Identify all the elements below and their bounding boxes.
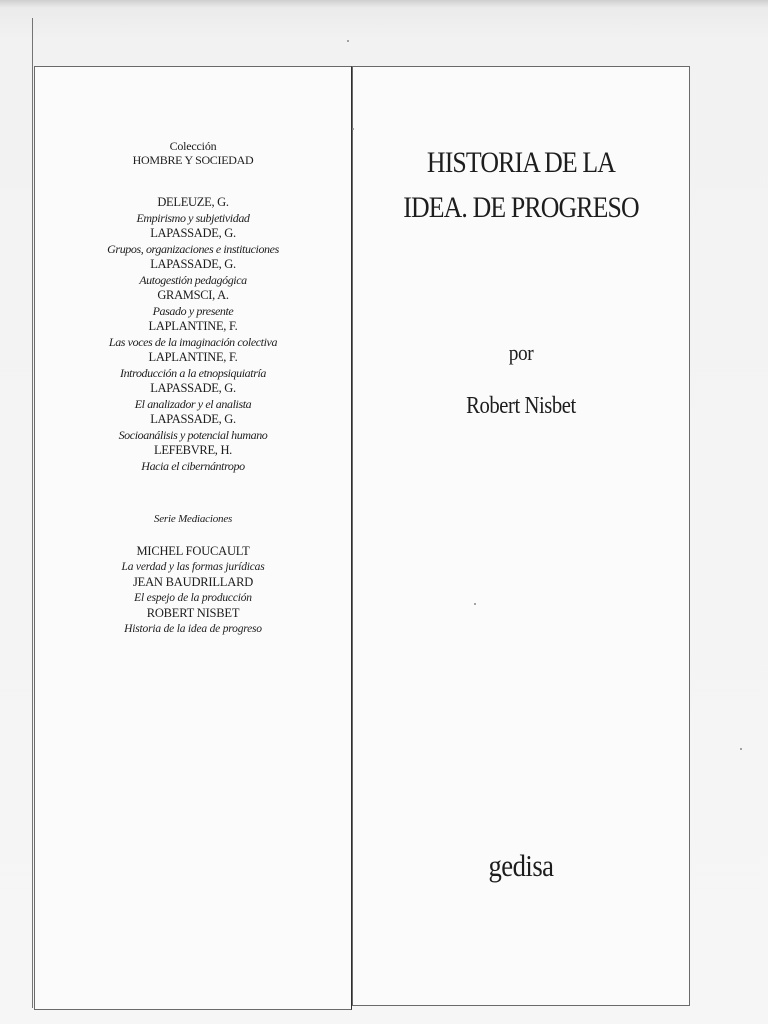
catalog-title: Hacia el cibernántropo (141, 458, 245, 473)
scan-speck (352, 128, 354, 130)
catalog-author: LAPASSADE, G. (150, 226, 236, 240)
scan-speck (474, 603, 476, 605)
catalog-title: Pasado y presente (152, 303, 234, 318)
collection-list (34, 140, 352, 637)
page-fold-line (32, 18, 33, 1008)
scan-speck (740, 748, 742, 750)
collection-name: HOMBRE Y SOCIEDAD (132, 153, 254, 167)
catalog-title: Introducción a la etnopsiquiatría (119, 365, 266, 380)
series-work-title: El espejo de la producción (134, 591, 252, 604)
catalog-list (34, 195, 352, 474)
catalog-title: Empirismo y subjetividad (136, 210, 250, 225)
book-author: Robert Nisbet (466, 393, 576, 419)
scanner-top-edge (0, 0, 768, 8)
catalog-title: Grupos, organizaciones e instituciones (107, 241, 279, 256)
catalog-author: DELEUZE, G. (157, 195, 229, 209)
book-title-line-2: IDEA. DE PROGRESO (403, 191, 639, 224)
catalog-author: LEFEBVRE, H. (154, 443, 232, 457)
publisher-name: gedisa (488, 848, 554, 883)
catalog-author: LAPASSADE, G. (150, 257, 236, 271)
catalog-author: LAPLANTINE, F. (148, 319, 238, 333)
scan-speck (347, 40, 349, 42)
catalog-title: Las voces de la imaginación colectiva (108, 334, 278, 349)
catalog-title: Autogestión pedagógica (139, 272, 247, 287)
series-title: Serie Mediaciones (153, 513, 233, 525)
collection-label: Colección (169, 139, 217, 153)
catalog-author: LAPLANTINE, F. (148, 350, 238, 364)
catalog-author: GRAMSCI, A. (157, 288, 229, 302)
catalog-author: LAPASSADE, G. (150, 412, 236, 426)
by-label: por (508, 340, 534, 365)
series-author: ROBERT NISBET (146, 606, 240, 620)
book-title-line-1: HISTORIA DE LA (426, 146, 616, 179)
series-work-title: Historia de la idea de progreso (124, 622, 262, 635)
catalog-author: LAPASSADE, G. (150, 381, 236, 395)
series-author: MICHEL FOUCAULT (136, 544, 250, 558)
book-title (376, 140, 667, 230)
series-author: JEAN BAUDRILLARD (132, 575, 254, 589)
series-work-title: La verdad y las formas jurídicas (121, 560, 265, 573)
catalog-title: El analizador y el analista (134, 396, 252, 411)
catalog-title: Socioanálisis y potencial humano (118, 427, 268, 442)
series-list (34, 544, 352, 637)
